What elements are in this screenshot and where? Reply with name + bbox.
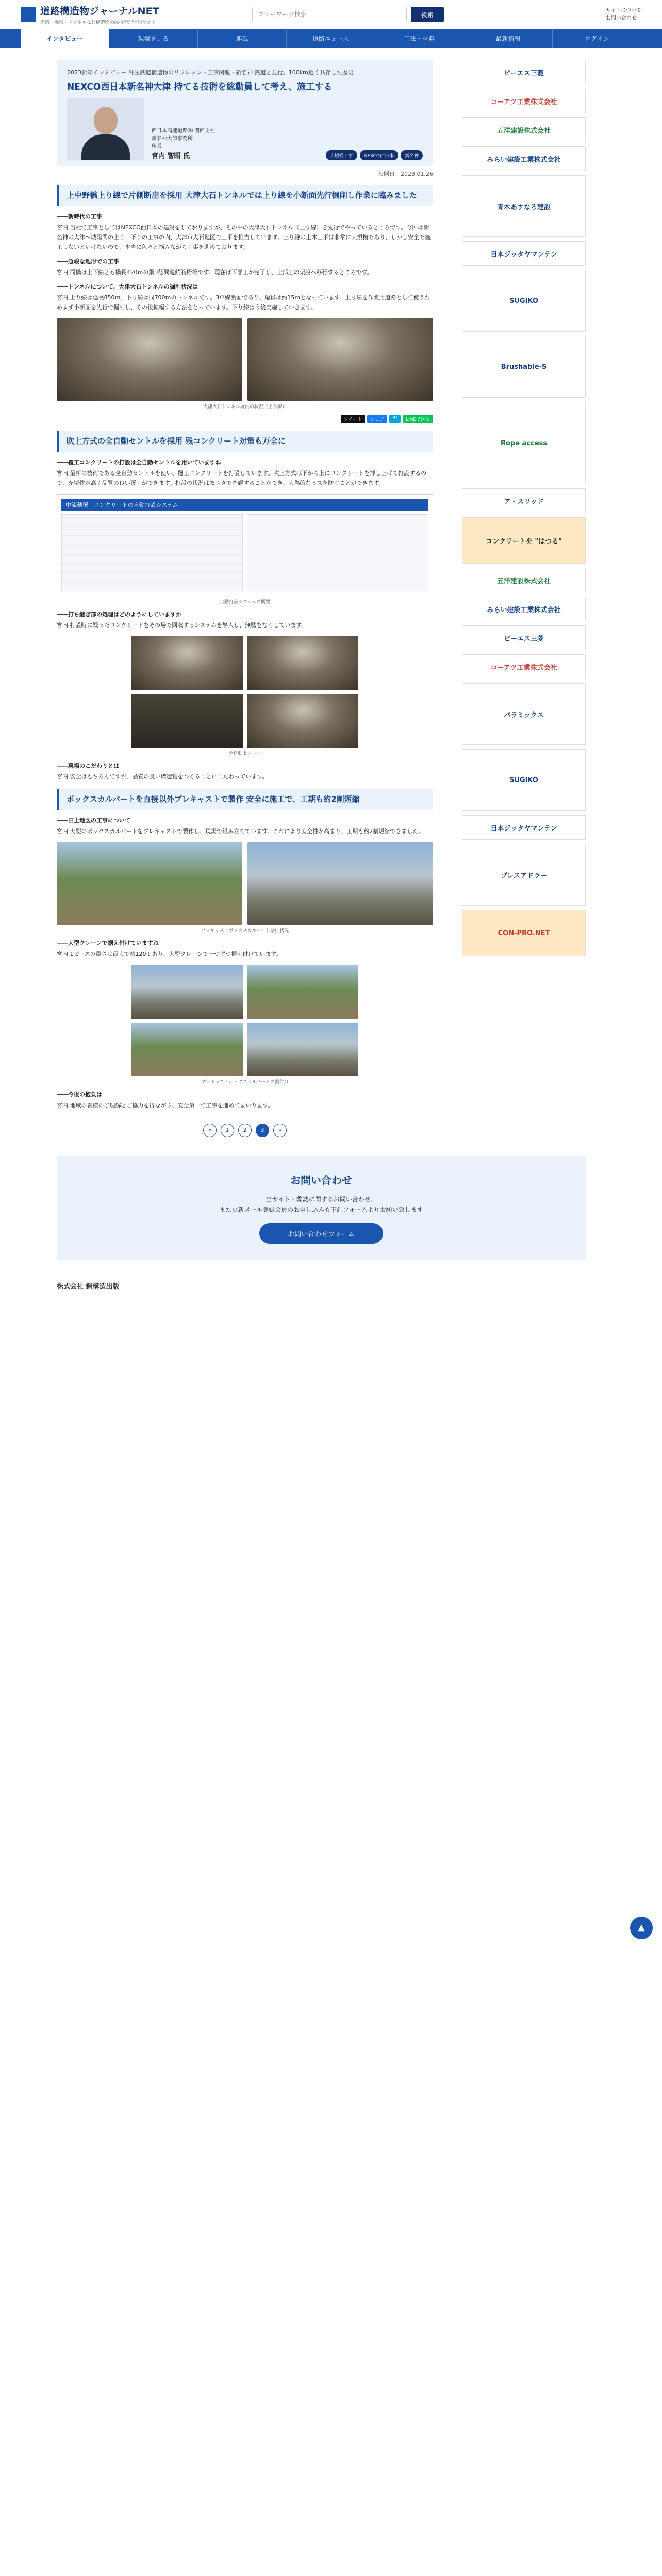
- site-logo-text: 道路構造物ジャーナルNET: [40, 6, 159, 17]
- system-diagram[interactable]: [57, 494, 433, 596]
- nav-login[interactable]: ログイン: [553, 29, 641, 48]
- line-share-button[interactable]: LINEで送る: [403, 415, 433, 423]
- hero-label: 2023新年インタビュー 外圧鉄道構造物のリフレッシュ工事関連・新名神 鉄道と並行。100km近く共存した歴史: [67, 69, 354, 76]
- photo-row: [57, 318, 433, 401]
- answer: 宮内 上り線は延長850ｍ、下り線は同700ｍのトンネルです。3車線断面であり、幅員は約15ｍとなっています。上り線を作業用道路として使うためまず小断面を先行で掘削し、その後拡幅する方法をとっています。下り線は今後実施していきます。: [57, 294, 431, 311]
- contact-link[interactable]: お問い合わせ: [605, 15, 637, 21]
- question: ――今後の抱負は: [57, 1091, 102, 1098]
- ad-banner[interactable]: みらい建設工業株式会社: [462, 597, 586, 621]
- contact-section: [57, 1156, 586, 1260]
- ad-banner[interactable]: ピーエス三菱: [462, 60, 586, 84]
- site-photo[interactable]: [247, 1023, 358, 1076]
- interviewee-role: 所長: [152, 144, 162, 149]
- ad-banner[interactable]: 五洋建設株式会社: [462, 568, 586, 592]
- tag-list: [326, 150, 423, 160]
- site-photo[interactable]: [247, 636, 358, 690]
- question: ――現場のこだわりとは: [57, 762, 119, 769]
- hatena-button[interactable]: B!: [389, 415, 401, 423]
- pagination: [57, 1124, 433, 1137]
- ad-banner[interactable]: プレスアドラー: [462, 844, 586, 906]
- question: ――急峻な地形での工事: [57, 258, 119, 265]
- header-links: [606, 7, 641, 22]
- tunnel-photo[interactable]: [57, 318, 242, 401]
- nav-site[interactable]: 現場を見る: [109, 29, 198, 48]
- ad-banner[interactable]: Rope access: [462, 402, 586, 484]
- top-bar: [0, 0, 662, 29]
- interviewee-org: 西日本高速道路㈱ 関西支社: [152, 128, 216, 134]
- photo-grid: [131, 965, 358, 1076]
- diagram-title: 中流動覆工コンクリートの自動打設システム: [61, 499, 428, 511]
- answer: 宮内 当社で工事としてはNEXCO西日本の建設をしておりますが、その中の大津大石トンネル（上り線）を先行でやっているところです。今回は新名神の大津〜城陽間の上り、下りの工事の内、大津市大石地区で工事を担当しています。上り線の土木工事は非常に大規模であり、しかし安全で施工しないといけないので、本当に色々と悩みながら工事を進めております。: [57, 224, 431, 250]
- page-current[interactable]: 3: [256, 1124, 269, 1137]
- question: ――田上地区の工事について: [57, 817, 130, 824]
- photo-grid: [131, 636, 358, 748]
- search-input[interactable]: [252, 7, 407, 22]
- article-hero: [57, 60, 433, 166]
- site-photo[interactable]: [131, 636, 243, 690]
- nav-series[interactable]: 連載: [198, 29, 287, 48]
- ad-banner[interactable]: 五洋建設株式会社: [462, 117, 586, 142]
- page-link[interactable]: 1: [221, 1124, 234, 1137]
- site-logo[interactable]: [40, 4, 159, 25]
- photo-caption: プレキャストボックスカルバートの据付け: [201, 1080, 289, 1085]
- question: ――打ち継ぎ部の処理はどのようにしていますか: [57, 611, 181, 618]
- ad-banner[interactable]: CON-PRO.NET: [462, 910, 586, 956]
- answer: 宮内 1ピースの重さは最大で約120ｔあり、大型クレーンで一つずつ据え付けています。: [57, 951, 282, 957]
- ad-banner[interactable]: 青木あすなろ建設: [462, 175, 586, 237]
- ad-banner[interactable]: コンクリートを "はつる": [462, 517, 586, 564]
- site-photo[interactable]: [131, 1023, 243, 1076]
- ad-banner[interactable]: コーアツ工業株式会社: [462, 89, 586, 113]
- contact-title: お問い合わせ: [290, 1174, 352, 1187]
- ad-banner[interactable]: SUGIKO: [462, 270, 586, 332]
- ad-banner[interactable]: SUGIKO: [462, 749, 586, 811]
- site-photo[interactable]: [131, 694, 243, 748]
- page-prev[interactable]: «: [203, 1124, 217, 1137]
- ad-banner[interactable]: 日本ジッタヤマンテン: [462, 815, 586, 840]
- answer: 宮内 安全はもちろんですが、品質の良い構造物をつくることにこだわっています。: [57, 773, 268, 780]
- site-photo[interactable]: [247, 965, 358, 1019]
- about-link[interactable]: サイトについて: [605, 8, 641, 13]
- photo-caption: 大津大石トンネル坑内の状況（上り線）: [203, 404, 287, 410]
- photo-caption: プレキャストボックスカルバート据付状況: [201, 928, 289, 934]
- sidebar-ads: [462, 60, 586, 1150]
- footer-company: 株式会社 鋼構造出版: [57, 1283, 120, 1291]
- tag[interactable]: 大規模工事: [326, 150, 357, 160]
- section-heading: 吹上方式の全自動セントルを採用 残コンクリート対策も万全に: [57, 431, 433, 452]
- page-link[interactable]: 2: [238, 1124, 252, 1137]
- page-next[interactable]: »: [273, 1124, 287, 1137]
- main-nav: [0, 29, 662, 48]
- nav-latest[interactable]: 最新情報: [464, 29, 553, 48]
- photo-caption: 自動打設システムの概要: [219, 600, 271, 605]
- question: ――トンネルについて、大津大石トンネルの掘削状況は: [57, 283, 198, 290]
- scroll-top-button[interactable]: ▲: [630, 1917, 653, 1939]
- diagram-panel: [61, 514, 243, 591]
- contact-text: 当サイト・弊誌に関するお問い合わせ、: [266, 1196, 377, 1203]
- ad-banner[interactable]: ア・スリッド: [462, 488, 586, 513]
- ad-banner[interactable]: コーアツ工業株式会社: [462, 654, 586, 679]
- section-heading: 上中野橋上り線で片側断崖を採用 大津大石トンネルでは上り線を小断面先行掘削し作業に臨みました: [57, 185, 433, 206]
- contact-text: また更新メール登録会員のお申し込みも下記フォームよりお願い致します: [219, 1206, 423, 1213]
- ad-banner[interactable]: 日本ジッタヤマンテン: [462, 241, 586, 266]
- article-title: NEXCO西日本新名神大津 持てる技術を総動員して考え、施工する: [67, 82, 333, 92]
- publish-date: 公開日：2023.01.26: [378, 171, 433, 177]
- nav-news[interactable]: 道路ニュース: [287, 29, 375, 48]
- answer: 宮内 同橋は上下線とも橋長420ｍの鋼3径間連続箱桁橋です。現在は下部工が完了し、上部工の架設へ移行するところです。: [57, 269, 373, 276]
- ad-banner[interactable]: ピーエス三菱: [462, 625, 586, 650]
- photo-row: [57, 842, 433, 925]
- culvert-photo[interactable]: [57, 842, 242, 925]
- answer: 宮内 大型のボックスカルバートをプレキャストで製作し、現場で組み立てています。これにより安全性が高まり、工期も約2割短縮できました。: [57, 828, 424, 835]
- article: [57, 60, 433, 1150]
- tag[interactable]: 新名神: [401, 150, 423, 160]
- diagram-panel: [247, 514, 428, 591]
- interviewee-photo: [67, 98, 144, 160]
- question: ――大型クレーンで据え付けていますね: [57, 940, 159, 946]
- tunnel-photo[interactable]: [247, 318, 433, 401]
- ad-banner[interactable]: みらい建設工業株式会社: [462, 146, 586, 171]
- question: ――覆工コンクリートの打設は全自動セントルを用いていますね: [57, 459, 221, 466]
- ad-banner[interactable]: Brushable-S: [462, 336, 586, 398]
- site-photo[interactable]: [131, 965, 243, 1019]
- search-button[interactable]: 検索: [411, 7, 444, 22]
- answer: 宮内 地域の皆様のご理解とご協力を得ながら、安全第一で工事を進めてまいります。: [57, 1102, 274, 1109]
- interviewee-dept: 新名神大津事務所: [152, 136, 193, 142]
- section-heading: ボックスカルバートを直接以外プレキャストで製作 安全に施工で、工期も約2割短縮: [57, 789, 433, 810]
- interviewee-name: 宮内 智昭 氏: [152, 152, 190, 160]
- answer: 宮内 最新の技術である全自動セントルを使い、覆工コンクリートを打設しています。吹上方式は下から上にコンクリートを押し上げて打設するので、充填性が高く品質の良い覆工ができます。打設の状況はモニタで確認することができ、人為的なミスを防ぐことができます。: [57, 470, 427, 486]
- nav-interview[interactable]: インタビュー: [21, 29, 109, 48]
- culvert-photo[interactable]: [247, 842, 433, 925]
- contact-form-button[interactable]: お問い合わせフォーム: [259, 1223, 383, 1244]
- question: ――新時代の工事: [57, 213, 102, 220]
- share-bar: [57, 415, 433, 423]
- answer: 宮内 打設時に残ったコンクリートをその場で回収するシステムを導入し、無駄をなくしています。: [57, 622, 307, 629]
- site-tagline: 道路・橋梁・トンネルなど構造物の維持管理情報サイト: [40, 20, 156, 25]
- facebook-share-button[interactable]: シェア: [367, 415, 387, 423]
- site-photo[interactable]: [247, 694, 358, 748]
- site-logo-icon[interactable]: [21, 7, 36, 22]
- ad-banner[interactable]: パラミックス: [462, 683, 586, 745]
- tag[interactable]: NEXCO西日本: [360, 150, 398, 160]
- nav-method[interactable]: 工法・材料: [375, 29, 464, 48]
- tweet-button[interactable]: ツイート: [341, 415, 366, 423]
- photo-caption: 全自動セントル: [228, 751, 261, 756]
- interviewee-profile: [67, 98, 423, 160]
